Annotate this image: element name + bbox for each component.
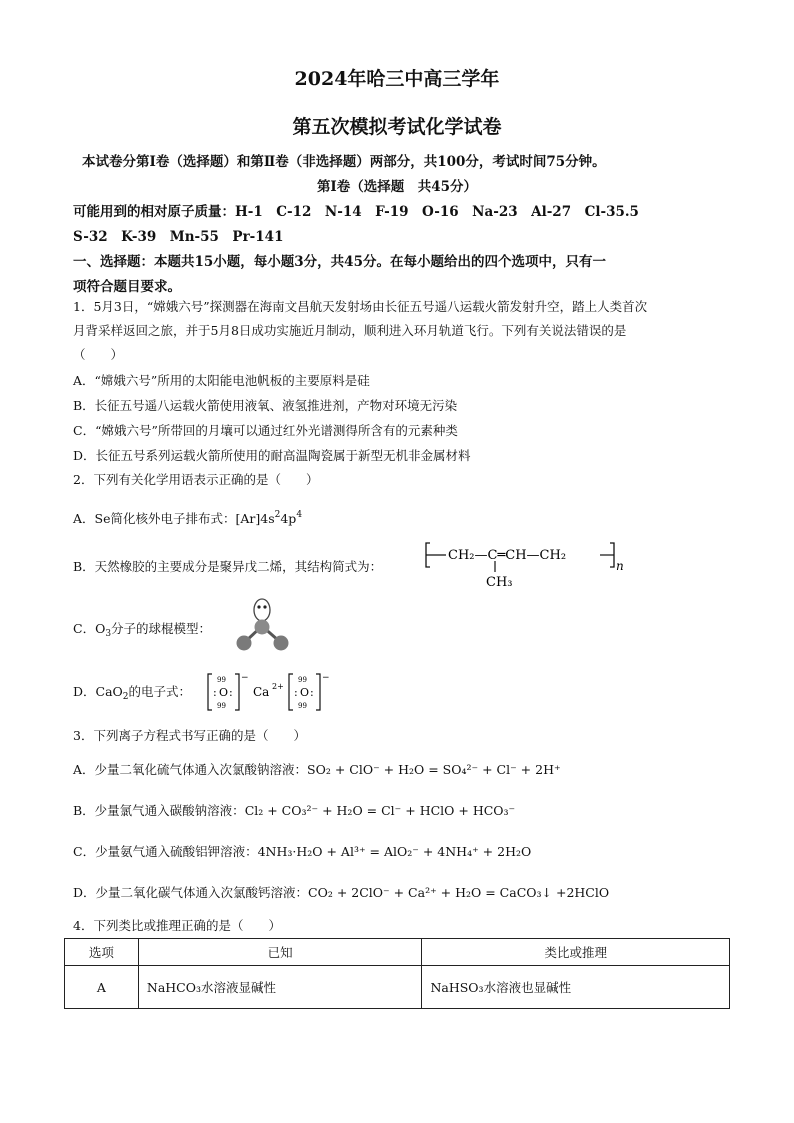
oxygen-1: O [219, 686, 229, 699]
q2-option-c-rest: 分子的球棍模型： [111, 621, 212, 636]
left-oxygen-atom [237, 636, 252, 651]
table-row [65, 966, 730, 1009]
methyl-group: CH₃ [486, 575, 513, 590]
header-inference: 类比或推理 [422, 939, 730, 966]
q3-option-b-text: B．少量氯气通入碳酸钠溶液： [73, 803, 245, 818]
q2-option-a-sup2: 4 [296, 510, 303, 520]
lone-pair-dot-1 [257, 605, 260, 608]
q1-stem-line1: 1．5月3日，“嫦娥六号”探测器在海南文昌航天发射场由长征五号遥八运载火箭发射升空，踏上人类首次 [73, 299, 648, 314]
q3-option-c-text: C．少量氨气通入硫酸铝钾溶液： [73, 844, 258, 859]
calcium-charge: 2+ [272, 682, 284, 691]
q1-stem-line2: 月背采样返回之旅，并于5月8日成功实施近月制动，顺利进入环月轨道飞行。下列有关说法错误的是 [73, 323, 627, 338]
q3-option-d [73, 885, 609, 901]
bracket-1-right [235, 674, 239, 710]
q3-option-a-equation: SO₂ + ClO⁻ + H₂O = SO₄²⁻ + Cl⁻ + 2H⁺ [307, 762, 561, 777]
row-inference: NaHSO₃水溶液也显碱性 [422, 966, 730, 1009]
q2-option-c [73, 621, 211, 642]
q2-option-a-p: 4p [280, 511, 297, 526]
dots-bottom-2: 99 [298, 702, 307, 710]
ozone-ball-stick-model [226, 597, 296, 659]
q3-option-a [73, 762, 561, 778]
bracket-1-left [208, 674, 212, 710]
structure-formula: CH₂—C═CH—CH₂ [448, 548, 567, 563]
q3-option-a-text: A．少量二氧化硫气体通入次氯酸钠溶液： [73, 762, 308, 777]
q1-answer-blank: （ ） [73, 347, 124, 362]
charge-1: − [241, 673, 249, 683]
q2-option-a-formula: [Ar]4s [235, 511, 275, 526]
row-known: NaHCO₃水溶液显碱性 [138, 966, 422, 1009]
q1-option-d: D．长征五号系列运载火箭所使用的耐高温陶瓷属于新型无机非金属材料 [73, 448, 471, 463]
bracket-2-right [316, 674, 320, 710]
cao2-electron-dot-formula [205, 671, 335, 713]
q2-option-d-label: D．CaO [73, 684, 123, 699]
q1-option-a: A．“嫦娥六号”所用的太阳能电池帆板的主要原料是硅 [73, 373, 370, 388]
exam-title: 2024年哈三中高三学年 [294, 68, 500, 90]
lone-pair-lobe [254, 599, 270, 621]
q2-option-c-sub: 3 [105, 629, 112, 639]
table-header-row [65, 939, 730, 966]
q3-option-b-equation: Cl₂ + CO₃²⁻ + H₂O = Cl⁻ + HClO + HCO₃⁻ [244, 803, 516, 818]
lone-pair-dot-2 [263, 605, 266, 608]
q2-option-a [73, 507, 302, 527]
exam-intro: 本试卷分第Ⅰ卷（选择题）和第Ⅱ卷（非选择题）两部分，共100分，考试时间75分钟。 [82, 154, 606, 170]
repeat-n: n [616, 559, 624, 573]
row-option: A [65, 966, 139, 1009]
q3-option-b [73, 803, 515, 819]
part-one-heading: 第Ⅰ卷（选择题 共45分） [316, 179, 478, 195]
dots-left-1: : [213, 686, 217, 699]
dots-top-1: 99 [217, 676, 226, 684]
q3-option-c [73, 844, 531, 860]
q4-stem: 4．下列类比或推理正确的是（ ） [73, 918, 281, 933]
q2-stem: 2．下列有关化学用语表示正确的是（ ） [73, 472, 319, 487]
section-heading-line2: 项符合题目要求。 [73, 279, 181, 295]
q2-option-a-sup1: 2 [274, 510, 281, 520]
section-heading-line1: 一、选择题：本题共15小题，每小题3分，共45分。在每小题给出的四个选项中，只有一 [73, 254, 606, 270]
dots-left-2: : [294, 686, 298, 699]
q2-option-a-label: A．Se简化核外电子排布式： [73, 511, 236, 526]
q2-option-d-sub: 2 [122, 692, 129, 702]
exam-subtitle: 第五次模拟考试化学试卷 [292, 116, 502, 138]
oxygen-2: O [300, 686, 310, 699]
atomic-masses-line1: 可能用到的相对原子质量：H-1 C-12 N-14 F-19 O-16 Na-23 Al-27 Cl-35.5 [73, 204, 639, 220]
q3-stem: 3．下列离子方程式书写正确的是（ ） [73, 728, 306, 743]
q3-option-d-equation: CO₂ + 2ClO⁻ + Ca²⁺ + H₂O = CaCO₃↓ +2HClO [308, 885, 610, 900]
q2-option-c-label: C．O [73, 621, 106, 636]
polyisoprene-structure [420, 536, 630, 590]
dots-right-1: : [229, 686, 233, 699]
right-oxygen-atom [274, 636, 289, 651]
q2-option-b-label: B．天然橡胶的主要成分是聚异戊二烯，其结构简式为： [73, 559, 383, 574]
header-option: 选项 [65, 939, 139, 966]
atomic-masses-line2: S-32 K-39 Mn-55 Pr-141 [73, 229, 284, 245]
q2-option-d-rest: 的电子式： [128, 684, 192, 699]
q3-option-c-equation: 4NH₃·H₂O + Al³⁺ = AlO₂⁻ + 4NH₄⁺ + 2H₂O [257, 844, 532, 859]
calcium-ion: Ca [253, 685, 270, 699]
q3-option-d-text: D．少量二氧化碳气体通入次氯酸钙溶液： [73, 885, 309, 900]
charge-2: − [322, 673, 330, 683]
central-oxygen-atom [255, 620, 270, 635]
q1-option-b: B．长征五号遥八运载火箭使用液氧、液氢推进剂，产物对环境无污染 [73, 398, 458, 413]
bracket-2-left [289, 674, 293, 710]
dots-bottom-1: 99 [217, 702, 226, 710]
header-known: 已知 [138, 939, 422, 966]
dots-right-2: : [310, 686, 314, 699]
q1-option-c: C．“嫦娥六号”所带回的月壤可以通过红外光谱测得所含有的元素种类 [73, 423, 458, 438]
q4-table [64, 938, 730, 1009]
dots-top-2: 99 [298, 676, 307, 684]
q2-option-d [73, 684, 191, 705]
